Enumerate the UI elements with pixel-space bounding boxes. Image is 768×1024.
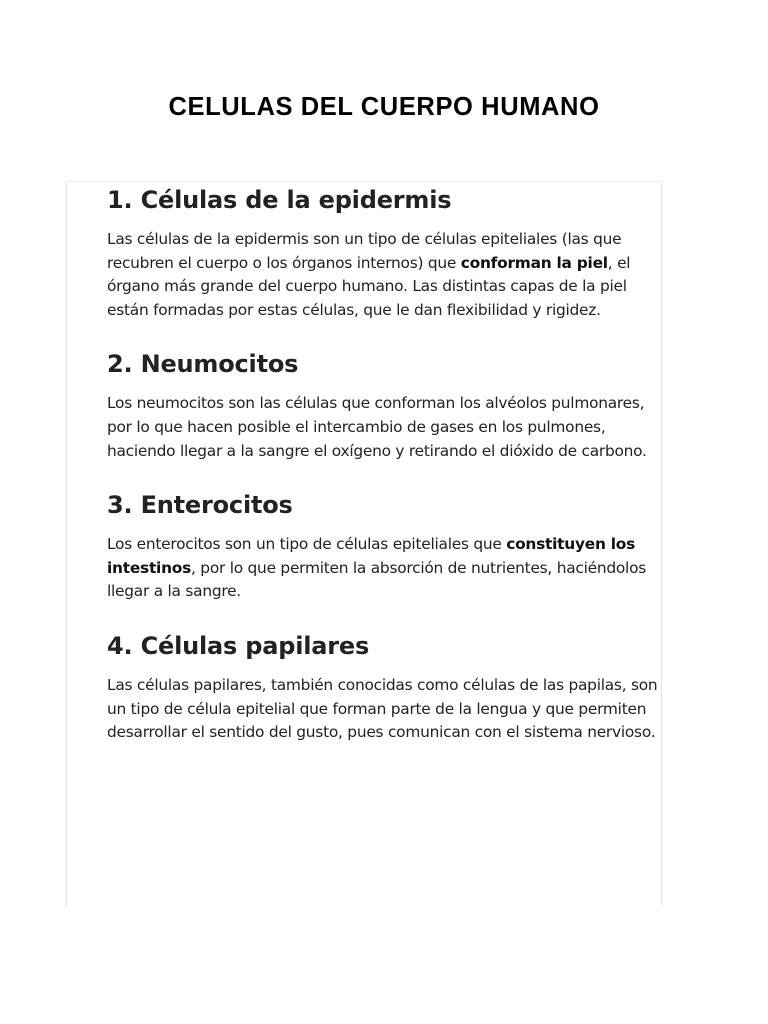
section-heading: 2. Neumocitos <box>107 350 299 379</box>
section-papilares <box>107 629 667 745</box>
section-paragraph <box>107 533 667 604</box>
paragraph-text: , el órgano más grande del cuerpo humano. Las distintas capas de la piel están formadas por estas células, que le dan flexibilidad y rigidez. <box>107 253 631 319</box>
paragraph-bold-text: conforman la piel <box>460 253 608 272</box>
section-neumocitos <box>107 347 667 463</box>
section-heading: 4. Células papilares <box>107 631 370 660</box>
paragraph-text: Los enterocitos son un tipo de células epiteliales que <box>107 535 507 554</box>
section-heading: 1. Células de la epidermis <box>107 186 452 214</box>
paragraph-text: Las células papilares, también conocidas como células de las papilas, son un tipo de célula epitelial que forman parte de la lengua y que permiten desarrollar el sentido del gusto, pues comunican con el sistema nervioso. <box>107 675 658 742</box>
section-heading: 3. Enterocitos <box>107 491 293 520</box>
paragraph-text: , por lo que permiten la absorción de nutrientes, haciéndolos llegar a la sangre. <box>107 558 647 601</box>
paragraph-text: Los neumocitos son las células que conforman los alvéolos pulmonares, por lo que hacen posible el intercambio de gases en los pulmones, haciendo llegar a la sangre el oxígeno y retirando el dióxido de carbono. <box>107 394 647 460</box>
document-title: CELULAS DEL CUERPO HUMANO <box>168 93 600 121</box>
paragraph-bold-text: constituyen los intestinos <box>107 535 636 577</box>
section-paragraph <box>107 228 667 322</box>
paragraph-text: Las células de la epidermis son un tipo de células epiteliales (las que recubren el cuerpo o los órganos internos) que <box>107 230 622 272</box>
section-enterocitos <box>107 488 667 604</box>
section-epidermis <box>107 183 667 322</box>
section-paragraph <box>107 392 667 463</box>
document-content <box>107 183 667 770</box>
section-paragraph <box>107 674 667 745</box>
